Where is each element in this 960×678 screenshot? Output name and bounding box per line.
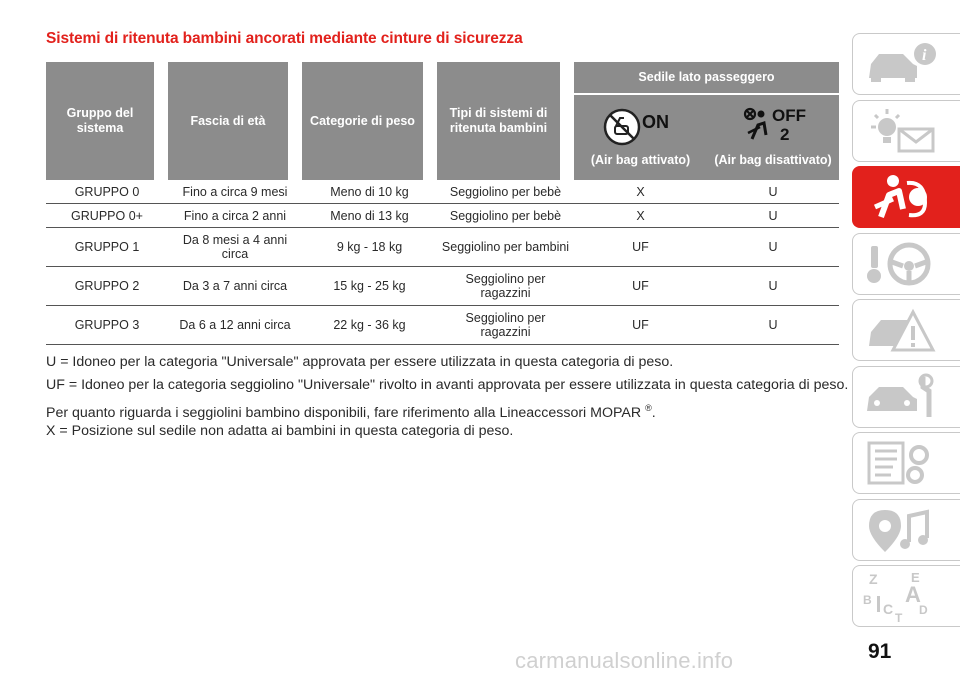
header-airbag-off bbox=[707, 95, 839, 180]
svg-text:i: i bbox=[922, 47, 927, 64]
table-row bbox=[46, 267, 839, 306]
cell-airbag-on: UF bbox=[574, 267, 707, 306]
header-tipi: Tipi di sistemi di ritenuta bambini bbox=[437, 62, 574, 180]
chapter-sidebar bbox=[852, 33, 960, 632]
sidebar-tab-technical-data[interactable] bbox=[852, 432, 960, 494]
cell-gruppo: GRUPPO 2 bbox=[46, 267, 168, 306]
note-mopar: Per quanto riguarda i seggiolini bambino disponibili, fare riferimento alla Lineaccessori MOPAR ®. bbox=[46, 403, 656, 421]
legend-notes bbox=[46, 351, 849, 443]
sidebar-tab-index[interactable] bbox=[852, 565, 960, 627]
cell-tipi: Seggiolino per ragazzini bbox=[437, 267, 574, 306]
page-number: 91 bbox=[868, 640, 892, 663]
svg-text:B: B bbox=[863, 593, 872, 607]
cell-fascia: Fino a circa 9 mesi bbox=[168, 180, 302, 204]
cell-airbag-off: U bbox=[707, 180, 839, 204]
airbag-on-label: (Air bag attivato) bbox=[590, 153, 691, 167]
header-airbag-on bbox=[574, 95, 707, 180]
steering-wheel-icon bbox=[863, 240, 939, 288]
cell-fascia: Fino a circa 2 anni bbox=[168, 204, 302, 228]
cell-airbag-off: U bbox=[707, 204, 839, 228]
svg-text:C: C bbox=[883, 601, 894, 617]
table-row bbox=[46, 204, 839, 228]
cell-peso: 22 kg - 36 kg bbox=[302, 306, 437, 345]
dashboard-lights-icon bbox=[863, 107, 939, 155]
car-maintenance-icon bbox=[863, 373, 939, 421]
airbag-off-label: (Air bag disattivato) bbox=[714, 153, 832, 167]
svg-text:D: D bbox=[919, 603, 928, 617]
cell-airbag-off: U bbox=[707, 306, 839, 345]
cell-peso: Meno di 13 kg bbox=[302, 204, 437, 228]
header-gruppo: Gruppo del sistema bbox=[46, 62, 168, 180]
sidebar-tab-multimedia[interactable] bbox=[852, 499, 960, 561]
svg-text:A: A bbox=[905, 582, 921, 607]
table-row bbox=[46, 228, 839, 267]
sidebar-tab-maintenance[interactable] bbox=[852, 366, 960, 428]
cell-tipi: Seggiolino per ragazzini bbox=[437, 306, 574, 345]
svg-text:T: T bbox=[895, 611, 903, 622]
table-row bbox=[46, 180, 839, 204]
index-letters-icon bbox=[863, 570, 939, 622]
cell-fascia: Da 3 a 7 anni circa bbox=[168, 267, 302, 306]
cell-tipi: Seggiolino per bebè bbox=[437, 204, 574, 228]
airbag-passenger-icon bbox=[863, 173, 939, 221]
cell-tipi: Seggiolino per bambini bbox=[437, 228, 574, 267]
cell-airbag-on: UF bbox=[574, 228, 707, 267]
table-row bbox=[46, 306, 839, 345]
airbag-on-icon bbox=[602, 107, 680, 147]
svg-text:Z: Z bbox=[869, 571, 878, 587]
cell-peso: Meno di 10 kg bbox=[302, 180, 437, 204]
note-non-adatta: X = Posizione sul sedile non adatta ai bambini in questa categoria di peso. bbox=[46, 423, 514, 439]
svg-text:OFF: OFF bbox=[772, 106, 806, 125]
cell-gruppo: GRUPPO 0+ bbox=[46, 204, 168, 228]
cell-fascia: Da 6 a 12 anni circa bbox=[168, 306, 302, 345]
cell-tipi: Seggiolino per bebè bbox=[437, 180, 574, 204]
header-sedile: Sedile lato passeggero bbox=[574, 62, 839, 95]
sidebar-tab-safety[interactable] bbox=[852, 166, 960, 228]
car-warning-icon bbox=[863, 306, 939, 354]
cell-airbag-on: X bbox=[574, 204, 707, 228]
svg-text:ON: ON bbox=[641, 112, 669, 132]
header-peso: Categorie di peso bbox=[302, 62, 437, 180]
sidebar-tab-emergency[interactable] bbox=[852, 299, 960, 361]
page-title: Sistemi di ritenuta bambini ancorati mediante cinture di sicurezza bbox=[46, 30, 523, 47]
car-info-icon bbox=[863, 40, 939, 88]
cell-peso: 15 kg - 25 kg bbox=[302, 267, 437, 306]
cell-airbag-off: U bbox=[707, 267, 839, 306]
cell-airbag-on: UF bbox=[574, 306, 707, 345]
note-universale-forward: UF = Idoneo per la categoria seggiolino "Universale" rivolto in avanti approvata per essere utilizzata in questa categoria di peso. bbox=[46, 377, 849, 393]
technical-data-icon bbox=[863, 439, 939, 487]
multimedia-icon bbox=[863, 506, 939, 554]
cell-gruppo: GRUPPO 0 bbox=[46, 180, 168, 204]
svg-text:E: E bbox=[911, 570, 920, 585]
cell-airbag-off: U bbox=[707, 228, 839, 267]
sidebar-tab-vehicle-info[interactable] bbox=[852, 33, 960, 95]
airbag-off-icon bbox=[734, 105, 812, 147]
cell-gruppo: GRUPPO 1 bbox=[46, 228, 168, 267]
registered-mark: ® bbox=[645, 403, 652, 413]
sidebar-tab-dashboard[interactable] bbox=[852, 100, 960, 162]
child-restraint-table bbox=[46, 62, 839, 345]
cell-gruppo: GRUPPO 3 bbox=[46, 306, 168, 345]
note-universale: U = Idoneo per la categoria "Universale" approvata per essere utilizzata in questa categoria di peso. bbox=[46, 354, 674, 370]
cell-airbag-on: X bbox=[574, 180, 707, 204]
cell-peso: 9 kg - 18 kg bbox=[302, 228, 437, 267]
cell-fascia: Da 8 mesi a 4 anni circa bbox=[168, 228, 302, 267]
watermark: carmanualsonline.info bbox=[515, 648, 734, 673]
svg-text:2: 2 bbox=[780, 125, 790, 144]
header-fascia: Fascia di età bbox=[168, 62, 302, 180]
sidebar-tab-starting-driving[interactable] bbox=[852, 233, 960, 295]
